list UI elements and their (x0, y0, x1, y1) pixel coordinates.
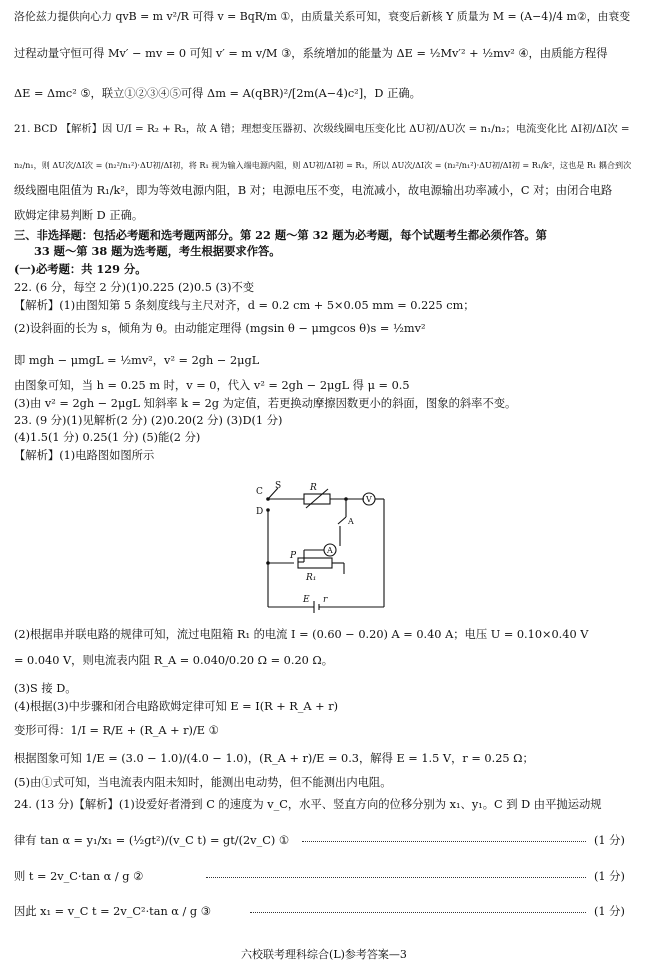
text-line: n₂/n₁，则 ΔU次/ΔI次 = (n₂²/n₁²)·ΔU初/ΔI初，将 R₁ 视为输入端电源内阻，则 ΔU初/ΔI初 = R₁，所以 ΔU次/ΔI次 = (n₂²/n₁²)·ΔU初/ΔI初 = R₁/k²，这也是 R₁ 耦合到次 (14, 160, 632, 170)
text-line: 欧姆定律易判断 D 正确。 (14, 209, 144, 222)
text-line: 过程动量守恒可得 Mv′ − mv = 0 可知 v′ = m v/M ③，系统增加的能量为 ΔE = ½Mv′² + ½mv² ④，由质能方程得 (14, 47, 608, 60)
label-a: A (348, 517, 354, 526)
text-line: ΔE = Δmc² ⑤，联立①②③④⑤可得 Δm = A(qBR)²/[2m(A−4)c²]，D 正确。 (14, 87, 421, 100)
text-line: 24. (13 分)【解析】(1)设爱好者滑到 C 的速度为 v_C，水平、竖直方向的位移分别为 x₁、y₁。C 到 D 由平抛运动规 (14, 798, 602, 811)
text-line: 由图象可知，当 h = 0.25 m 时，v = 0，代入 v² = 2gh − 2μgL 得 μ = 0.5 (14, 379, 410, 392)
text-line: (3)S 接 D。 (14, 682, 77, 695)
text-line: 级线圈电阻值为 R₁/k²，即为等效电源内阻，B 对；电源电压不变，电流减小，故电源输出功率减小，C 对；由闭合电路 (14, 184, 613, 197)
voltmeter-icon: V (366, 495, 372, 504)
label-r1: R₁ (306, 573, 317, 583)
section-heading: 33 题～第 38 题为选考题，考生根据要求作答。 (34, 244, 281, 258)
text-line: 洛伦兹力提供向心力 qvB = m v²/R 可得 v = BqR/m ①，由质量关系可知，衰变后新核 Y 质量为 M = (A−4)/4 m②，由衰变 (14, 10, 631, 23)
text-line: (2)根据串并联电路的规律可知，流过电阻箱 R₁ 的电流 I = (0.60 − 0.20) A = 0.40 A；电压 U = 0.10×0.40 V (14, 628, 589, 641)
text-line: 23. (9 分)(1)见解析(2 分) (2)0.20(2 分) (3)D(1 分) (14, 414, 283, 427)
equation-line: 律有 tan α = y₁/x₁ = (½gt²)/(v_C t) = gt/(2v_C) ① (14, 834, 289, 847)
score-mark: (1 分) (594, 834, 625, 847)
text-line: (3)由 v² = 2gh − 2μgL 知斜率 k = 2g 为定值，若更换动摩擦因数更小的斜面，图象的斜率不变。 (14, 397, 517, 410)
leader-dots (250, 912, 586, 913)
leader-dots (206, 877, 586, 878)
text-line: 即 mgh − μmgL = ½mv²，v² = 2gh − 2μgL (14, 354, 260, 367)
label-e: E (303, 595, 310, 605)
subsection-heading: (一)必考题：共 129 分。 (14, 262, 147, 276)
text-line: (4)根据(3)中步骤和闭合电路欧姆定律可知 E = I(R + R_A + r) (14, 700, 339, 713)
text-line: (5)由①式可知，当电流表内阻未知时，能测出电动势，但不能测出内电阻。 (14, 776, 392, 789)
equation-line: 因此 x₁ = v_C t = 2v_C²·tan α / g ③ (14, 905, 211, 918)
text-line: (2)设斜面的长为 s，倾角为 θ。由动能定理得 (mgsin θ − μmgcos θ)s = ½mv² (14, 322, 426, 335)
section-heading: 三、非选择题：包括必考题和选考题两部分。第 22 题～第 32 题为必考题，每个试题考生都必须作答。第 (14, 228, 547, 242)
circuit-diagram (248, 474, 394, 616)
label-p: P (290, 551, 297, 561)
label-c: C (256, 487, 263, 497)
text-line: 【解析】(1)电路图如图所示 (14, 449, 155, 462)
text-line: 变形可得：1/I = R/E + (R_A + r)/E ① (14, 724, 219, 737)
text-line: 22. (6 分，每空 2 分)(1)0.225 (2)0.5 (3)不变 (14, 281, 255, 294)
equation-line: 则 t = 2v_C·tan α / g ② (14, 870, 144, 883)
text-line: (4)1.5(1 分) 0.25(1 分) (5)能(2 分) (14, 431, 201, 444)
score-mark: (1 分) (594, 905, 625, 918)
label-internal-r: r (323, 595, 328, 605)
label-s: S (275, 481, 282, 491)
text-line: 根据图象可知 1/E = (3.0 − 1.0)/(4.0 − 1.0)，(R_A + r)/E = 0.3，解得 E = 1.5 V，r = 0.25 Ω； (14, 752, 534, 765)
label-r: R (310, 483, 317, 493)
text-line: 【解析】(1)由图知第 5 条刻度线与主尺对齐，d = 0.2 cm + 5×0.05 mm = 0.225 cm； (14, 299, 475, 312)
score-mark: (1 分) (594, 870, 625, 883)
text-line: 21. BCD 【解析】因 U/I = R₂ + R₃，故 A 错；理想变压器初、次级线圈电压变化比 ΔU初/ΔU次 = n₁/n₂；电流变化比 ΔI初/ΔI次 = (14, 123, 630, 135)
page-footer: 六校联考理科综合(L)参考答案—3 (241, 948, 407, 961)
text-line: = 0.040 V，则电流表内阻 R_A = 0.040/0.20 Ω = 0.20 Ω。 (14, 654, 334, 667)
label-d: D (256, 507, 264, 517)
leader-dots (302, 841, 586, 842)
ammeter-icon: A (327, 546, 333, 555)
